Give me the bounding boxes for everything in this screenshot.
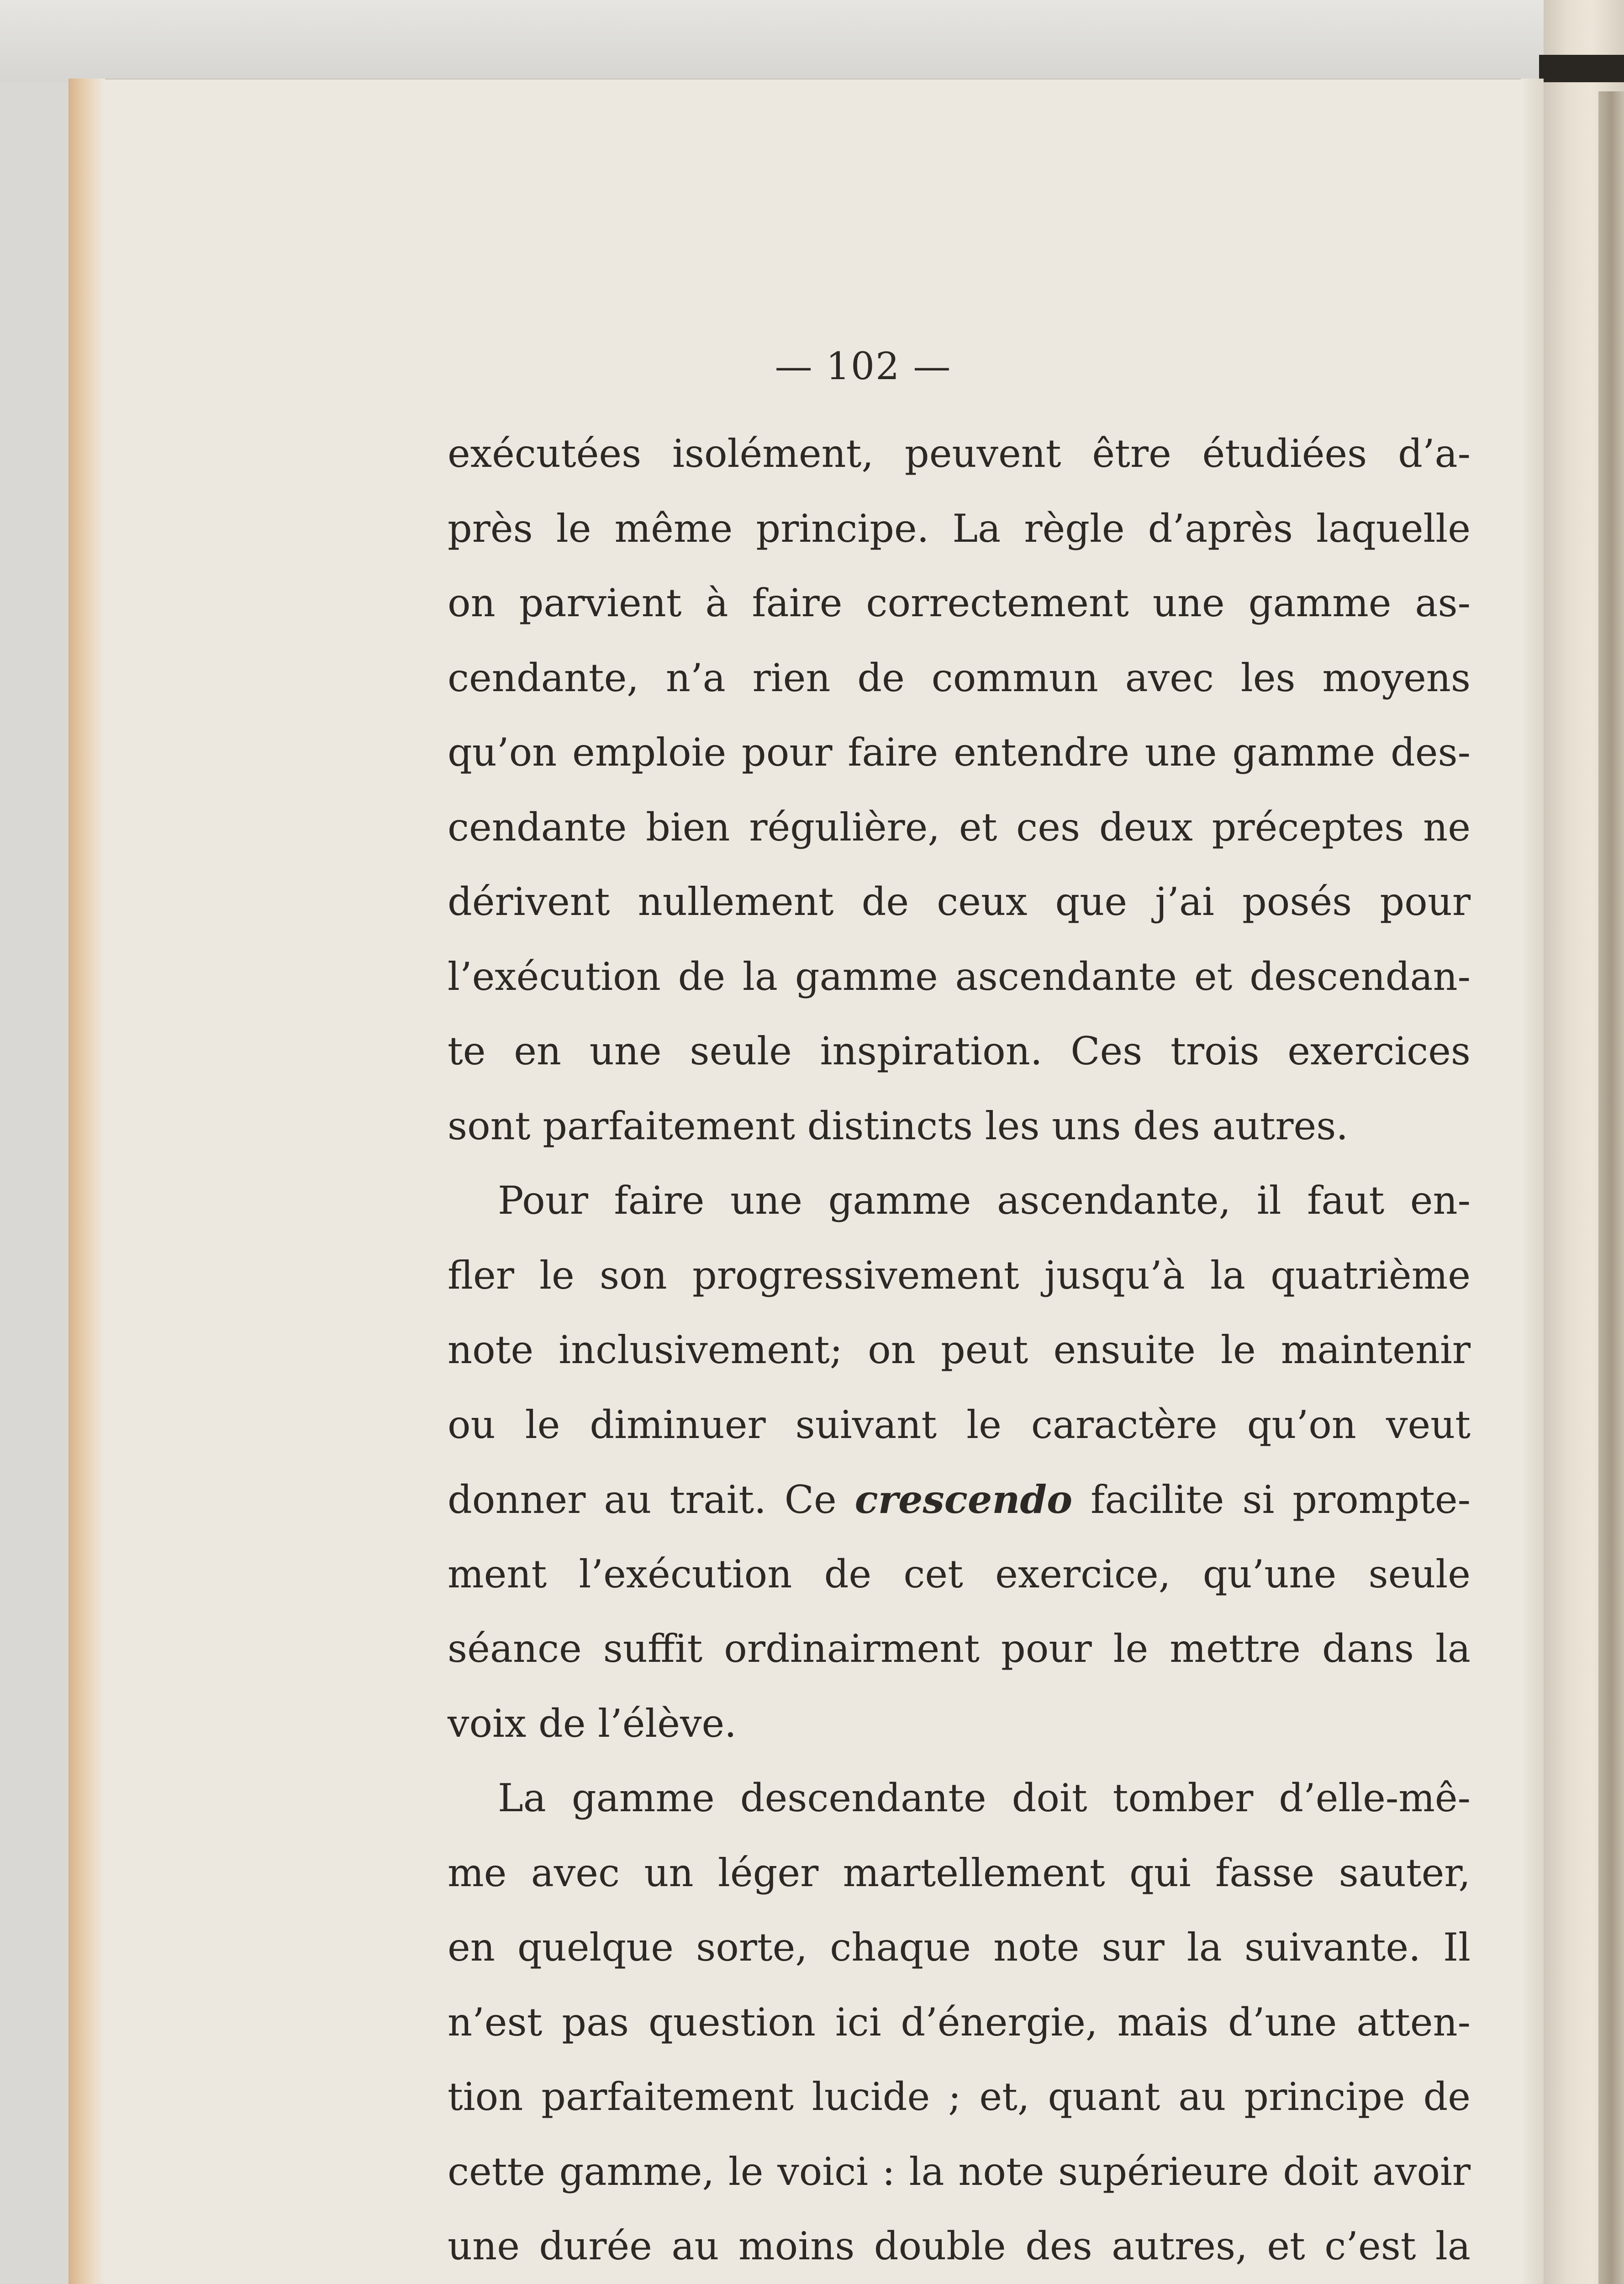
text-line: cette gamme, le voici : la note supérieure doit avoir <box>448 2149 1471 2194</box>
text-line: me avec un léger martellement qui fasse sauter, <box>448 1850 1471 1895</box>
scan-clip-top <box>1539 55 1624 82</box>
text-line: près le même principe. La règle d’après laquelle <box>448 506 1471 551</box>
body-text <box>448 417 1471 2284</box>
text-line: fler le son progressivement jusqu’à la quatrième <box>448 1253 1471 1298</box>
italic-term-crescendo: crescendo <box>854 1477 1073 1522</box>
text-line: qu’on emploie pour faire entendre une gamme des- <box>448 730 1471 775</box>
text-line: une durée au moins double des autres, et c’est la <box>448 2224 1471 2268</box>
paragraph-3 <box>448 1761 1471 2284</box>
page-spine-shadow <box>69 79 105 2284</box>
text-line: ment l’exécution de cet exercice, qu’une seule <box>448 1551 1471 1597</box>
next-page-strip <box>1598 91 1624 2284</box>
text-segment: facilite si prompte- <box>1072 1477 1471 1522</box>
text-line: séance suffit ordinairment pour le mettre dans la <box>448 1626 1471 1671</box>
text-line: cendante bien régulière, et ces deux préceptes ne <box>448 804 1471 850</box>
text-line: cendante, n’a rien de commun avec les moyens <box>448 655 1471 700</box>
text-line-with-italic <box>448 1462 1471 1537</box>
text-line: La gamme descendante doit tomber d’elle-mê- <box>498 1776 1471 1820</box>
scan-background-top <box>0 0 1624 82</box>
text-segment: donner au trait. Ce <box>448 1477 855 1522</box>
paragraph-1 <box>448 417 1471 1163</box>
page-number: — 102 — <box>775 345 952 388</box>
text-line: note inclusivement; on peut ensuite le maintenir <box>448 1327 1471 1372</box>
paragraph-2 <box>448 1163 1471 1761</box>
text-line: n’est pas question ici d’énergie, mais d’une atten- <box>448 1999 1471 2045</box>
text-line: dérivent nullement de ceux que j’ai posés pour <box>448 879 1471 924</box>
text-line: en quelque sorte, chaque note sur la suivante. Il <box>448 1925 1471 1970</box>
page-right-edge <box>1521 79 1544 2284</box>
text-line: on parvient à faire correctement une gamme as- <box>448 581 1471 625</box>
text-line: sont parfaitement distincts les uns des autres. <box>448 1103 1349 1148</box>
text-line: Pour faire une gamme ascendante, il faut en- <box>498 1178 1471 1223</box>
text-line: l’exécution de la gamme ascendante et descendan- <box>448 954 1471 999</box>
text-line: voix de l’élève. <box>448 1701 737 1746</box>
text-line: te en une seule inspiration. Ces trois exercices <box>448 1029 1471 1073</box>
text-line: tion parfaitement lucide ; et, quant au principe de <box>448 2074 1471 2119</box>
text-line: ou le diminuer suivant le caractère qu’on veut <box>448 1402 1471 1447</box>
text-line: exécutées isolément, peuvent être étudiées d’a- <box>448 431 1471 476</box>
